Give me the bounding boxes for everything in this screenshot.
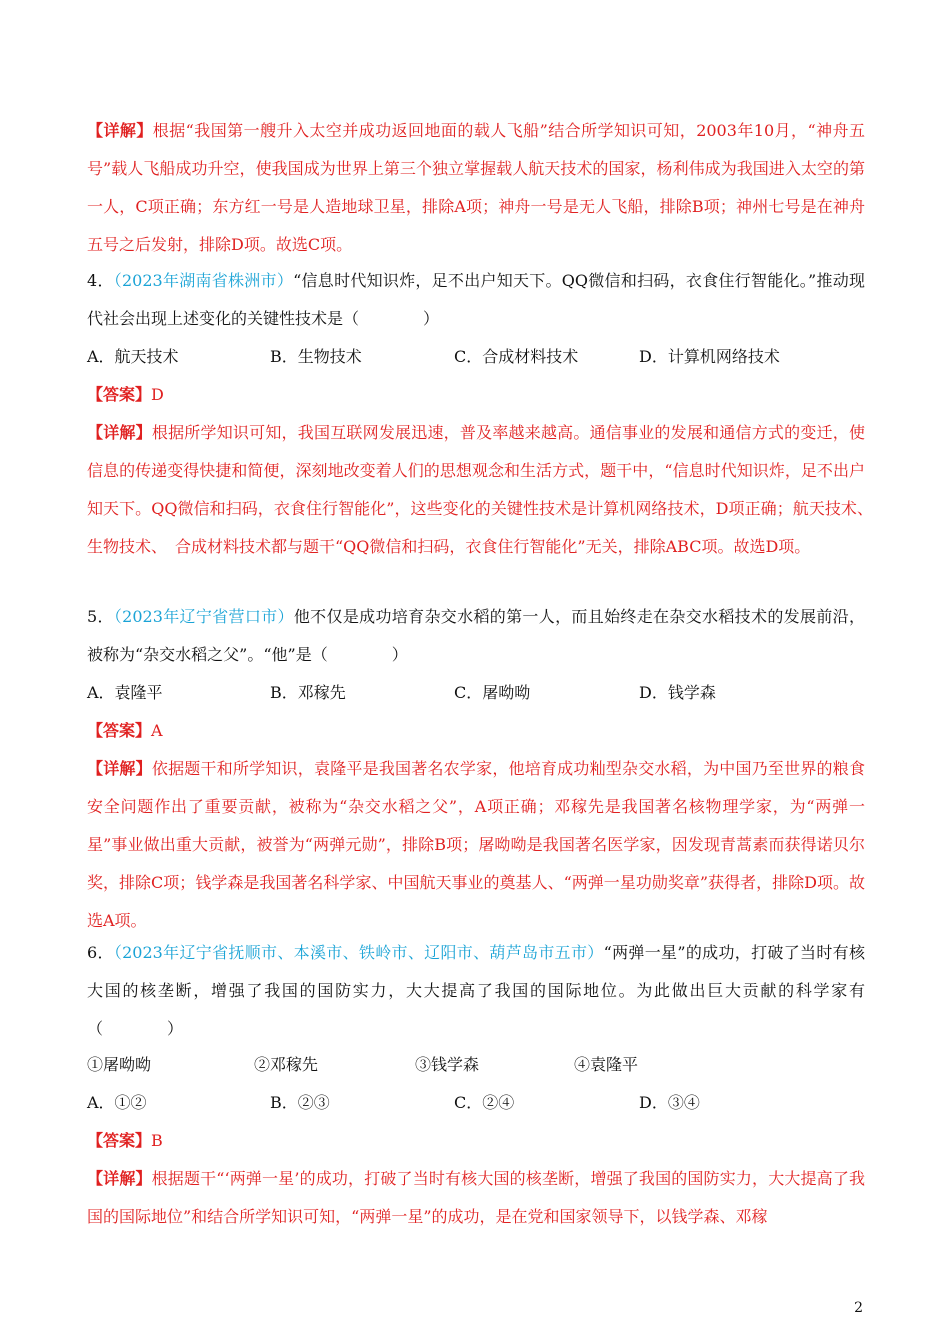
item-3: ③钱学森 bbox=[415, 1055, 480, 1074]
q5-options bbox=[87, 674, 865, 712]
item-1: ①屠呦呦 bbox=[87, 1055, 152, 1074]
q3-detail bbox=[87, 112, 865, 264]
option-c: C．合成材料技术 bbox=[454, 347, 579, 366]
option-b: B．邓稼先 bbox=[270, 683, 346, 702]
option-a: A．袁隆平 bbox=[87, 683, 163, 702]
detail-tag: 【详解】 bbox=[87, 759, 152, 778]
answer-tag: 【答案】 bbox=[87, 721, 152, 740]
question-source: （2023年辽宁省营口市） bbox=[113, 607, 294, 626]
option-a: A．①② bbox=[87, 1093, 147, 1112]
option-b: B．②③ bbox=[270, 1093, 330, 1112]
q6-items bbox=[87, 1046, 865, 1084]
question-number: 6． bbox=[87, 943, 114, 962]
detail-tag: 【详解】 bbox=[87, 1169, 152, 1188]
answer-value: B bbox=[151, 1131, 163, 1150]
q5-detail bbox=[87, 750, 865, 940]
q6-answer bbox=[87, 1122, 865, 1160]
option-d: D．钱学森 bbox=[639, 683, 716, 702]
question-text: “两弹一星”的成功，打破了当时有核大国的核垄断，增强了我国的国防实力，大大提高了我国的国际地位。为此做出巨大贡献的科学家有（ ） bbox=[87, 943, 865, 1038]
detail-text: 根据“我国第一艘升入太空并成功返回地面的载人飞船”结合所学知识可知，2003年10月，“神舟五号”载人飞船成功升空，使我国成为世界上第三个独立掌握载人航天技术的国家，杨利伟成为我国进入太空的第一人，C项正确；东方红一号是人造地球卫星，排除A项；神舟一号是无人飞船，排除B项；神州七号是在神舟五号之后发射，排除D项。故选C项。 bbox=[87, 121, 865, 254]
item-4: ④袁隆平 bbox=[574, 1055, 639, 1074]
answer-tag: 【答案】 bbox=[87, 1131, 152, 1150]
q5-stem bbox=[87, 598, 865, 674]
option-c: C．屠呦呦 bbox=[454, 683, 531, 702]
option-c: C．②④ bbox=[454, 1093, 515, 1112]
q5-answer bbox=[87, 712, 865, 750]
option-b: B．生物技术 bbox=[270, 347, 362, 366]
option-d: D．③④ bbox=[639, 1093, 700, 1112]
q4-stem bbox=[87, 262, 865, 338]
question-source: （2023年湖南省株洲市） bbox=[113, 271, 294, 290]
q6-options bbox=[87, 1084, 865, 1122]
q6-detail bbox=[87, 1160, 865, 1236]
q6-stem bbox=[87, 934, 865, 1048]
q4-options bbox=[87, 338, 865, 376]
detail-text: 根据题干“‘两弹一星’的成功，打破了当时有核大国的核垄断，增强了我国的国防实力，大大提高了我国的国际地位”和结合所学知识可知，“两弹一星”的成功，是在党和国家领导下，以钱学森、邓稼 bbox=[87, 1169, 865, 1226]
detail-tag: 【详解】 bbox=[87, 121, 153, 140]
detail-tag: 【详解】 bbox=[87, 423, 152, 442]
question-text: 他不仅是成功培育杂交水稻的第一人，而且始终走在杂交水稻技术的发展前沿，被称为“杂交水稻之父”。“他”是（ ） bbox=[87, 607, 865, 664]
page-number: 2 bbox=[854, 1300, 863, 1316]
q4-detail bbox=[87, 414, 882, 566]
answer-tag: 【答案】 bbox=[87, 385, 152, 404]
option-a: A．航天技术 bbox=[87, 347, 179, 366]
detail-text: 根据所学知识可知，我国互联网发展迅速，普及率越来越高。通信事业的发展和通信方式的变迁，使信息的传递变得快捷和简便，深刻地改变着人们的思想观念和生活方式，题干中，“信息时代知识炸，足不出户知天下。QQ微信和扫码，衣食住行智能化”，这些变化的关键性技术是计算机网络技术，D项正确；航天技术、 生物技术、 合成材料技术都与题干“QQ微信和扫码，衣食住行智能化”无关，排除ABC项。故选D项。 bbox=[87, 423, 882, 556]
answer-value: A bbox=[151, 721, 163, 740]
question-number: 4． bbox=[87, 271, 114, 290]
question-source: （2023年辽宁省抚顺市、本溪市、铁岭市、辽阳市、葫芦岛市五市） bbox=[113, 943, 604, 962]
option-d: D．计算机网络技术 bbox=[639, 347, 780, 366]
item-2: ②邓稼先 bbox=[254, 1055, 319, 1074]
question-number: 5． bbox=[87, 607, 114, 626]
question-text: “信息时代知识炸，足不出户知天下。QQ微信和扫码，衣食住行智能化。”推动现代社会出现上述变化的关键性技术是（ ） bbox=[87, 271, 865, 328]
q4-answer bbox=[87, 376, 865, 414]
detail-text: 依据题干和所学知识，袁隆平是我国著名农学家，他培育成功籼型杂交水稻，为中国乃至世界的粮食安全问题作出了重要贡献，被称为“杂交水稻之父”，A项正确；邓稼先是我国著名核物理学家，为“两弹一星”事业做出重大贡献，被誉为“两弹元勋”，排除B项；屠呦呦是我国著名医学家，因发现青蒿素而获得诺贝尔奖，排除C项；钱学森是我国著名科学家、中国航天事业的奠基人、“两弹一星功勋奖章”获得者，排除D项。故选A项。 bbox=[87, 759, 865, 930]
answer-value: D bbox=[151, 385, 164, 404]
